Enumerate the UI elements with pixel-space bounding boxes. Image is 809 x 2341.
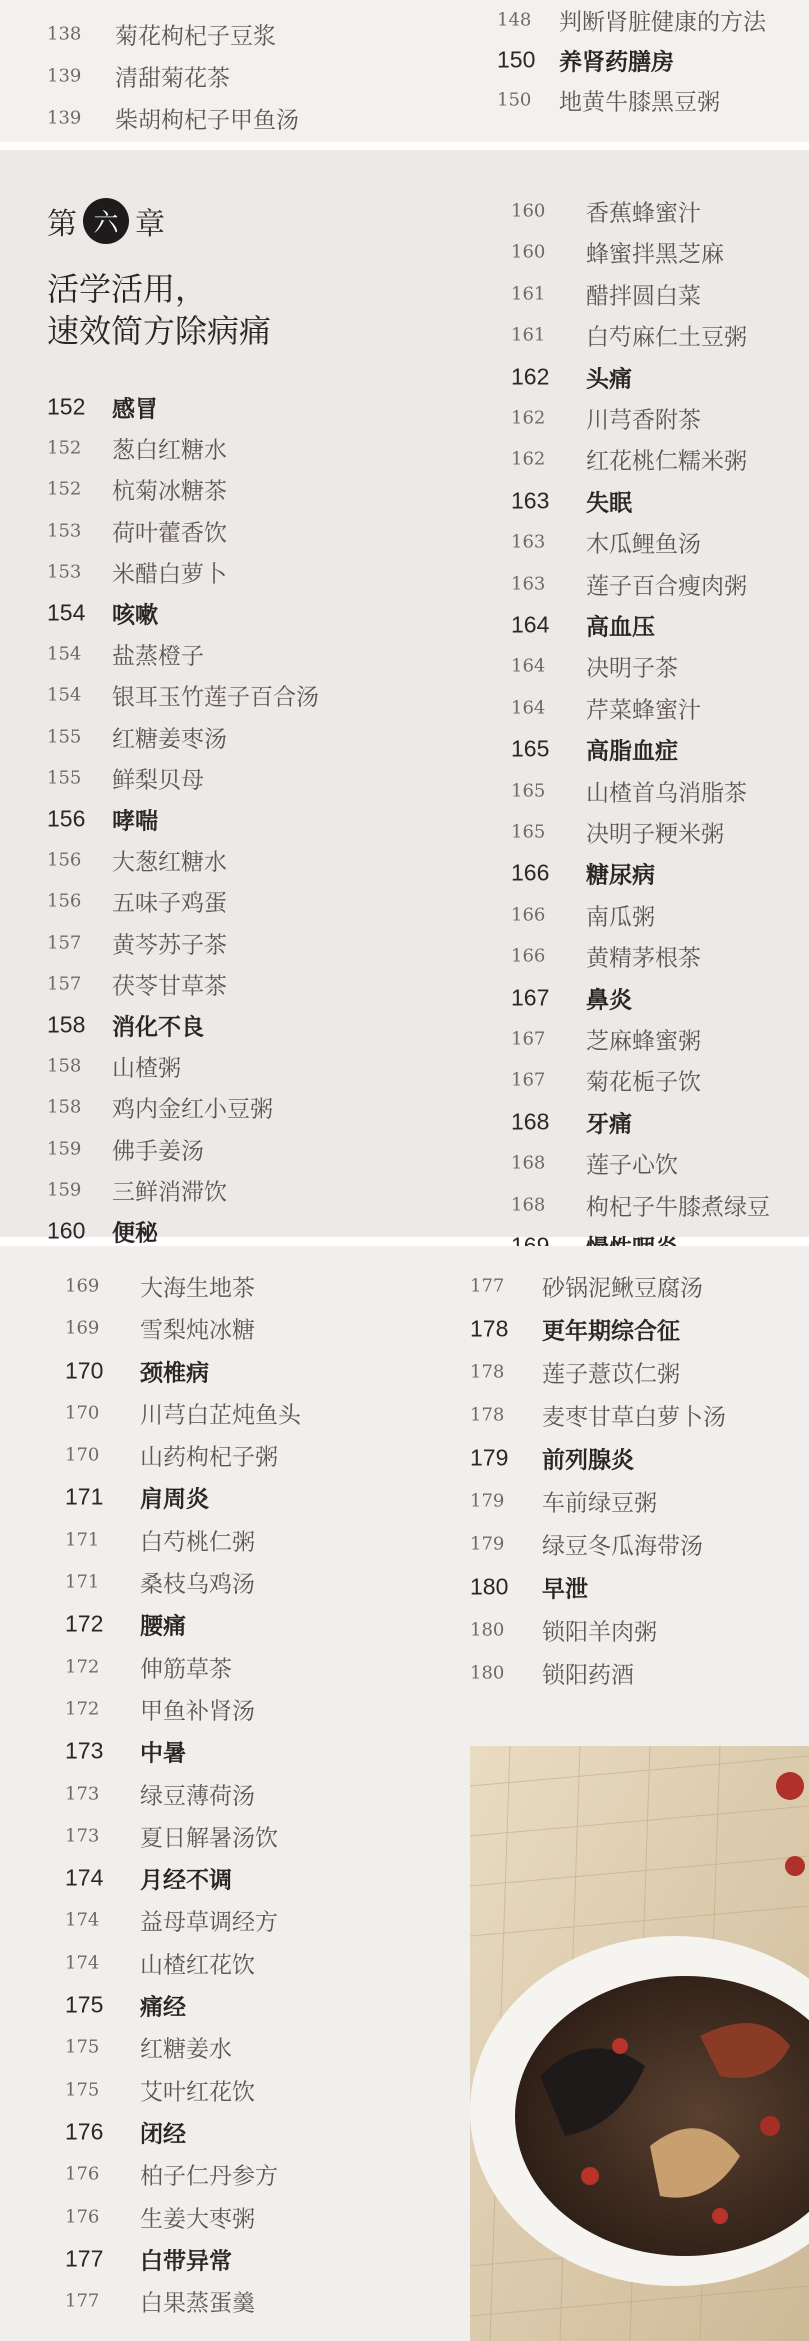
toc-entry-title: 失眠: [586, 490, 632, 517]
toc-section-heading: [47, 798, 447, 839]
toc-entry: [497, 80, 797, 120]
toc-entry-title: 地黄牛膝黑豆粥: [559, 89, 720, 116]
toc-page-number: 177: [65, 2290, 100, 2312]
toc-section-heading: [65, 1476, 465, 1518]
toc-section-heading: [497, 40, 797, 80]
toc-page-number: 169: [65, 1317, 100, 1339]
toc-entry: [511, 1184, 801, 1225]
toc-entry: [511, 936, 801, 977]
toc-page-number: 159: [47, 1138, 82, 1160]
toc-entry: [65, 1688, 465, 1730]
toc-entry-title: 咳嗽: [112, 602, 158, 629]
toc-entry-title: 山楂首乌消脂茶: [586, 780, 747, 807]
toc-page-number: 174: [65, 1864, 104, 1891]
toc-page-number: 164: [511, 611, 550, 638]
toc-column-left: [65, 1246, 465, 2341]
toc-page-number: 173: [65, 1783, 100, 1805]
toc-entry-title: 桑枝乌鸡汤: [140, 1571, 255, 1598]
toc-entry: [470, 1351, 800, 1394]
toc-entry-title: 米醋白萝卜: [112, 561, 227, 588]
toc-column-left: [47, 368, 447, 1247]
toc-entry-title: 杭菊冰糖茶: [112, 478, 227, 505]
toc-entry: [47, 1046, 447, 1087]
toc-page-number: 167: [511, 1069, 546, 1091]
toc-entry: [65, 2026, 465, 2068]
toc-page-number: 176: [65, 2206, 100, 2228]
toc-section-heading: [65, 1730, 465, 1772]
toc-entry: [511, 563, 801, 604]
toc-page-number: 170: [65, 1357, 104, 1384]
toc-entry-title: 川芎白芷炖鱼头: [140, 1402, 301, 1429]
toc-entry: [65, 2195, 465, 2237]
toc-column-left: [47, 0, 447, 144]
toc-page-number: 158: [47, 1055, 82, 1077]
toc-entry-title: 枸杞子牛膝煮绿豆: [586, 1194, 770, 1221]
toc-entry-title: 川芎香附茶: [586, 407, 701, 434]
toc-page-number: 163: [511, 573, 546, 595]
toc-page-number: 176: [65, 2163, 100, 2185]
toc-page-number: 179: [470, 1533, 505, 1555]
toc-entry: [47, 55, 447, 97]
toc-page-number: 157: [47, 932, 82, 954]
toc-page-number: 156: [47, 890, 82, 912]
toc-entry-title: 哮喘: [112, 808, 158, 835]
toc-page-number: 166: [511, 904, 546, 926]
toc-page-number: 163: [511, 487, 550, 514]
toc-entry-title: 鸡内金红小豆粥: [112, 1096, 273, 1123]
toc-page-number: 153: [47, 561, 82, 583]
toc-entry-title: 佛手姜汤: [112, 1138, 204, 1165]
toc-entry-title: 早泄: [542, 1576, 588, 1603]
toc-entry: [47, 757, 447, 798]
toc-entry: [65, 1646, 465, 1688]
toc-entry-title: 麦枣甘草白萝卜汤: [542, 1404, 726, 1431]
toc-entry-title: 决明子茶: [586, 655, 678, 682]
toc-section-heading: [511, 480, 801, 521]
toc-page-number: 157: [47, 973, 82, 995]
toc-entry-title: 腰痛: [140, 1613, 186, 1640]
toc-section-heading: [47, 592, 447, 633]
toc-entry-title: 香蕉蜂蜜汁: [586, 200, 701, 227]
toc-entry: [47, 469, 447, 510]
toc-entry-title: 绿豆薄荷汤: [140, 1783, 255, 1810]
toc-entry: [47, 510, 447, 551]
toc-entry-title: 更年期综合征: [542, 1318, 680, 1345]
toc-page-number: 180: [470, 1573, 509, 1600]
toc-section-heading: [65, 1603, 465, 1645]
toc-entry-title: 黄芩苏子茶: [112, 932, 227, 959]
toc-entry-title: 牙痛: [586, 1111, 632, 1138]
toc-entry-title: 肩周炎: [140, 1486, 209, 1513]
toc-section-heading: [511, 1101, 801, 1142]
toc-entry: [511, 646, 801, 687]
toc-page-number: 156: [47, 849, 82, 871]
toc-page-number: 160: [47, 1217, 86, 1244]
toc-entry: [470, 1394, 800, 1437]
toc-section-heading: [65, 1857, 465, 1899]
toc-page-number: 160: [511, 241, 546, 263]
toc-page-number: 154: [47, 599, 86, 626]
toc-entry-title: 消化不良: [112, 1014, 204, 1041]
goji-berry: [760, 2116, 780, 2136]
toc-entry: [511, 770, 801, 811]
toc-panel-chapter-6: [0, 150, 809, 1247]
toc-entry: [65, 1942, 465, 1984]
toc-entry-title: 红糖姜枣汤: [112, 726, 227, 753]
toc-page-number: 166: [511, 859, 550, 886]
toc-entry-title: 清甜菊花茶: [115, 65, 230, 92]
toc-page-number: 152: [47, 393, 86, 420]
toc-entry: [470, 1609, 800, 1652]
toc-entry: [470, 1265, 800, 1308]
toc-page-number: 178: [470, 1361, 505, 1383]
toc-entry-title: 雪梨炖冰糖: [140, 1317, 255, 1344]
toc-page-number: 171: [65, 1529, 100, 1551]
toc-entry: [65, 1265, 465, 1307]
toc-entry-title: 判断肾脏健康的方法: [559, 9, 766, 36]
toc-entry-title: 红花桃仁糯米粥: [586, 448, 747, 475]
goji-berry: [612, 2038, 628, 2054]
toc-section-heading: [511, 604, 801, 645]
toc-entry-title: 鼻炎: [586, 987, 632, 1014]
toc-section-heading: [511, 729, 801, 770]
toc-entry-title: 艾叶红花饮: [140, 2079, 255, 2106]
toc-section-heading: [65, 1984, 465, 2026]
toc-page-number: 174: [65, 1909, 100, 1931]
toc-entry: [47, 675, 447, 716]
toc-panel-continued: [0, 1246, 809, 2341]
toc-panel-previous: [0, 0, 809, 142]
chapter-title-line-1: 活学活用，: [47, 270, 208, 308]
toc-page-number: 158: [47, 1011, 86, 1038]
toc-page-number: 175: [65, 2036, 100, 2058]
toc-page-number: 162: [511, 448, 546, 470]
toc-entry-title: 感冒: [112, 396, 158, 423]
toc-page-number: 177: [65, 2245, 104, 2272]
toc-entry: [511, 811, 801, 852]
toc-section-heading: [65, 2238, 465, 2280]
toc-entry-title: 醋拌圆白菜: [586, 283, 701, 310]
toc-entry-title: 菊花栀子饮: [586, 1069, 701, 1096]
toc-entry: [65, 1815, 465, 1857]
toc-entry-title: 绿豆冬瓜海带汤: [542, 1533, 703, 1560]
toc-page-number: 155: [47, 767, 82, 789]
toc-entry: [65, 1772, 465, 1814]
toc-page-number: 156: [47, 805, 86, 832]
toc-page-number: 173: [65, 1737, 104, 1764]
toc-entry-title: 月经不调: [140, 1867, 232, 1894]
toc-page-number: 170: [65, 1402, 100, 1424]
toc-page-number: 171: [65, 1483, 104, 1510]
toc-entry: [65, 2280, 465, 2322]
toc-entry: [47, 428, 447, 469]
toc-entry-title: 荷叶藿香饮: [112, 520, 227, 547]
toc-entry-title: 大葱红糖水: [112, 849, 227, 876]
toc-entry-title: 芝麻蜂蜜粥: [586, 1028, 701, 1055]
chapter-number-line: [47, 196, 271, 246]
toc-entry-title: 颈椎病: [140, 1360, 209, 1387]
toc-entry-title: 糖尿病: [586, 862, 655, 889]
toc-entry: [511, 522, 801, 563]
toc-entry: [47, 13, 447, 55]
chapter-prefix: 第: [47, 207, 77, 242]
goji-berry: [776, 1772, 804, 1800]
toc-entry-title: 决明子粳米粥: [586, 821, 724, 848]
toc-entry-title: 头痛: [586, 366, 632, 393]
toc-entry: [511, 397, 801, 438]
toc-section-heading: [470, 1308, 800, 1351]
toc-entry: [47, 881, 447, 922]
toc-entry-title: 生姜大枣粥: [140, 2206, 255, 2233]
toc-page-number: 169: [65, 1275, 100, 1297]
toc-page-number: 168: [511, 1152, 546, 1174]
toc-entry-title: 高脂血症: [586, 738, 678, 765]
toc-entry-title: 南瓜粥: [586, 904, 655, 931]
toc-page-number: 164: [511, 697, 546, 719]
toc-entry: [47, 922, 447, 963]
toc-section-heading: [47, 386, 447, 427]
toc-page-number: 177: [470, 1275, 505, 1297]
toc-page-number: 167: [511, 984, 550, 1011]
soup-bowl-photo: [470, 1746, 809, 2341]
toc-page-number: 161: [511, 324, 546, 346]
toc-column-right: [511, 168, 801, 1228]
toc-page-number: 152: [47, 478, 82, 500]
toc-entry-title: 夏日解暑汤饮: [140, 1825, 278, 1852]
toc-page-number: 153: [47, 520, 82, 542]
toc-entry-title: 五味子鸡蛋: [112, 890, 227, 917]
toc-page-number: 168: [511, 1194, 546, 1216]
toc-page-number: 180: [470, 1619, 505, 1641]
toc-page-number: 148: [497, 9, 532, 31]
chapter-suffix: 章: [135, 207, 165, 242]
toc-page-number: 154: [47, 643, 82, 665]
toc-page-number: 155: [47, 726, 82, 748]
toc-entry: [47, 97, 447, 139]
toc-entry: [470, 1480, 800, 1523]
toc-entry-title: 白带异常: [140, 2248, 232, 2275]
toc-page-number: 159: [47, 1179, 82, 1201]
toc-entry-title: 银耳玉竹莲子百合汤: [112, 684, 319, 711]
toc-section-heading: [511, 977, 801, 1018]
toc-entry-title: 鲜梨贝母: [112, 767, 204, 794]
toc-entry: [511, 1018, 801, 1059]
toc-page-number: 168: [511, 1108, 550, 1135]
toc-page-number: 170: [65, 1444, 100, 1466]
toc-page-number: 161: [511, 283, 546, 305]
toc-entry: [47, 716, 447, 757]
toc-entry: [47, 634, 447, 675]
toc-page-number: 171: [65, 1571, 100, 1593]
toc-entry-title: 锁阳羊肉粥: [542, 1619, 657, 1646]
toc-section-heading: [470, 1437, 800, 1480]
toc-entry: [511, 1060, 801, 1101]
toc-entry-title: 便秘: [112, 1220, 158, 1247]
toc-page-number: 176: [65, 2118, 104, 2145]
toc-entry: [511, 232, 801, 273]
toc-section-heading: [470, 1566, 800, 1609]
toc-entry-title: 柏子仁丹参方: [140, 2163, 278, 2190]
toc-entry: [65, 2153, 465, 2195]
toc-page-number: 139: [47, 107, 82, 129]
toc-page-number: 172: [65, 1656, 100, 1678]
toc-entry-title: 伸筋草茶: [140, 1656, 232, 1683]
toc-page-number: 152: [47, 437, 82, 459]
toc-page-number: 178: [470, 1404, 505, 1426]
goji-berry: [581, 2167, 599, 2185]
toc-page-number: 162: [511, 363, 550, 390]
toc-page-number: 172: [65, 1610, 104, 1637]
toc-entry-title: 车前绿豆粥: [542, 1490, 657, 1517]
toc-page-number: 167: [511, 1028, 546, 1050]
toc-entry-title: 前列腺炎: [542, 1447, 634, 1474]
toc-page-number: 165: [511, 735, 550, 762]
toc-entry: [470, 1523, 800, 1566]
toc-page-number: 163: [511, 531, 546, 553]
toc-entry-title: 养肾药膳房: [559, 49, 674, 76]
toc-entry-title: 山楂粥: [112, 1055, 181, 1082]
toc-page-number: 138: [47, 23, 82, 45]
toc-entry-title: 莲子薏苡仁粥: [542, 1361, 680, 1388]
toc-entry: [47, 1169, 447, 1210]
chapter-title-line-2: 速效简方除病痛: [47, 312, 272, 350]
toc-entry: [511, 273, 801, 314]
toc-entry-title: 痛经: [140, 1994, 186, 2021]
toc-entry: [65, 1392, 465, 1434]
toc-page-number: 180: [470, 1662, 505, 1684]
toc-section-heading: [65, 1349, 465, 1391]
toc-entry-title: 木瓜鲤鱼汤: [586, 531, 701, 558]
toc-entry: [511, 315, 801, 356]
toc-entry-title: 闭经: [140, 2121, 186, 2148]
toc-page-number: 175: [65, 2079, 100, 2101]
toc-page-number: 160: [511, 200, 546, 222]
toc-entry: [47, 551, 447, 592]
toc-entry: [511, 190, 801, 231]
toc-section-heading: [65, 2111, 465, 2153]
toc-entry: [65, 1899, 465, 1941]
toc-page-number: 166: [511, 945, 546, 967]
toc-entry-title: 盐蒸橙子: [112, 643, 204, 670]
toc-entry: [65, 1519, 465, 1561]
toc-entry: [65, 1307, 465, 1349]
toc-entry-title: 中暑: [140, 1740, 186, 1767]
toc-page-number: 165: [511, 821, 546, 843]
chapter-number-badge: 六: [83, 198, 129, 244]
toc-section-heading: [47, 1004, 447, 1045]
chapter-heading: [47, 196, 271, 352]
toc-entry: [511, 687, 801, 728]
toc-entry-title: 白果蒸蛋羹: [140, 2290, 255, 2317]
toc-column-right: [470, 1246, 800, 1746]
toc-page-number: 179: [470, 1490, 505, 1512]
toc-entry: [511, 1143, 801, 1184]
toc-entry: [511, 894, 801, 935]
toc-entry: [47, 963, 447, 1004]
toc-entry-title: 三鲜消滞饮: [112, 1179, 227, 1206]
toc-entry-title: 山楂红花饮: [140, 1952, 255, 1979]
toc-entry-title: 芹菜蜂蜜汁: [586, 697, 701, 724]
toc-entry-title: 蜂蜜拌黑芝麻: [586, 241, 724, 268]
toc-page-number: 174: [65, 1952, 100, 1974]
toc-entry-title: 益母草调经方: [140, 1909, 278, 1936]
toc-page-number: 154: [47, 684, 82, 706]
toc-page-number: 175: [65, 1991, 104, 2018]
toc-entry: [470, 1652, 800, 1695]
toc-entry-title: 高血压: [586, 614, 655, 641]
toc-column-right: [497, 0, 797, 144]
toc-entry-title: 菊花枸杞子豆浆: [115, 23, 276, 50]
toc-page-number: 162: [511, 407, 546, 429]
toc-page-number: 179: [470, 1444, 509, 1471]
toc-entry-title: 甲鱼补肾汤: [140, 1698, 255, 1725]
toc-entry-title: 葱白红糖水: [112, 437, 227, 464]
toc-entry-title: 茯苓甘草茶: [112, 973, 227, 1000]
toc-entry-title: 白芍桃仁粥: [140, 1529, 255, 1556]
toc-entry-title: 白芍麻仁土豆粥: [586, 324, 747, 351]
toc-page-number: 139: [47, 65, 82, 87]
toc-page-number: 172: [65, 1698, 100, 1720]
toc-page-number: 165: [511, 780, 546, 802]
toc-entry: [65, 1561, 465, 1603]
toc-entry-title: 莲子心饮: [586, 1152, 678, 1179]
toc-page-number: 178: [470, 1315, 509, 1342]
toc-entry-title: 大海生地茶: [140, 1275, 255, 1302]
goji-berry: [712, 2208, 728, 2224]
goji-berry: [785, 1856, 805, 1876]
toc-entry: [47, 840, 447, 881]
toc-entry: [511, 439, 801, 480]
toc-entry-title: 锁阳药酒: [542, 1662, 634, 1689]
toc-entry: [65, 2069, 465, 2111]
toc-page-number: 173: [65, 1825, 100, 1847]
toc-entry-title: 山药枸杞子粥: [140, 1444, 278, 1471]
toc-page-number: 164: [511, 655, 546, 677]
toc-entry-title: 砂锅泥鳅豆腐汤: [542, 1275, 703, 1302]
toc-section-heading: [511, 853, 801, 894]
toc-entry: [65, 1434, 465, 1476]
toc-section-heading: [511, 356, 801, 397]
toc-entry: [47, 1128, 447, 1169]
toc-entry-title: 莲子百合瘦肉粥: [586, 573, 747, 600]
toc-page-number: 150: [497, 46, 536, 73]
toc-entry-title: 红糖姜水: [140, 2036, 232, 2063]
toc-entry-title: 黄精茅根茶: [586, 945, 701, 972]
toc-entry-title: 柴胡枸杞子甲鱼汤: [115, 107, 299, 134]
toc-entry: [497, 0, 797, 40]
toc-entry: [47, 1087, 447, 1128]
toc-page-number: 150: [497, 89, 532, 111]
toc-page-number: 158: [47, 1096, 82, 1118]
